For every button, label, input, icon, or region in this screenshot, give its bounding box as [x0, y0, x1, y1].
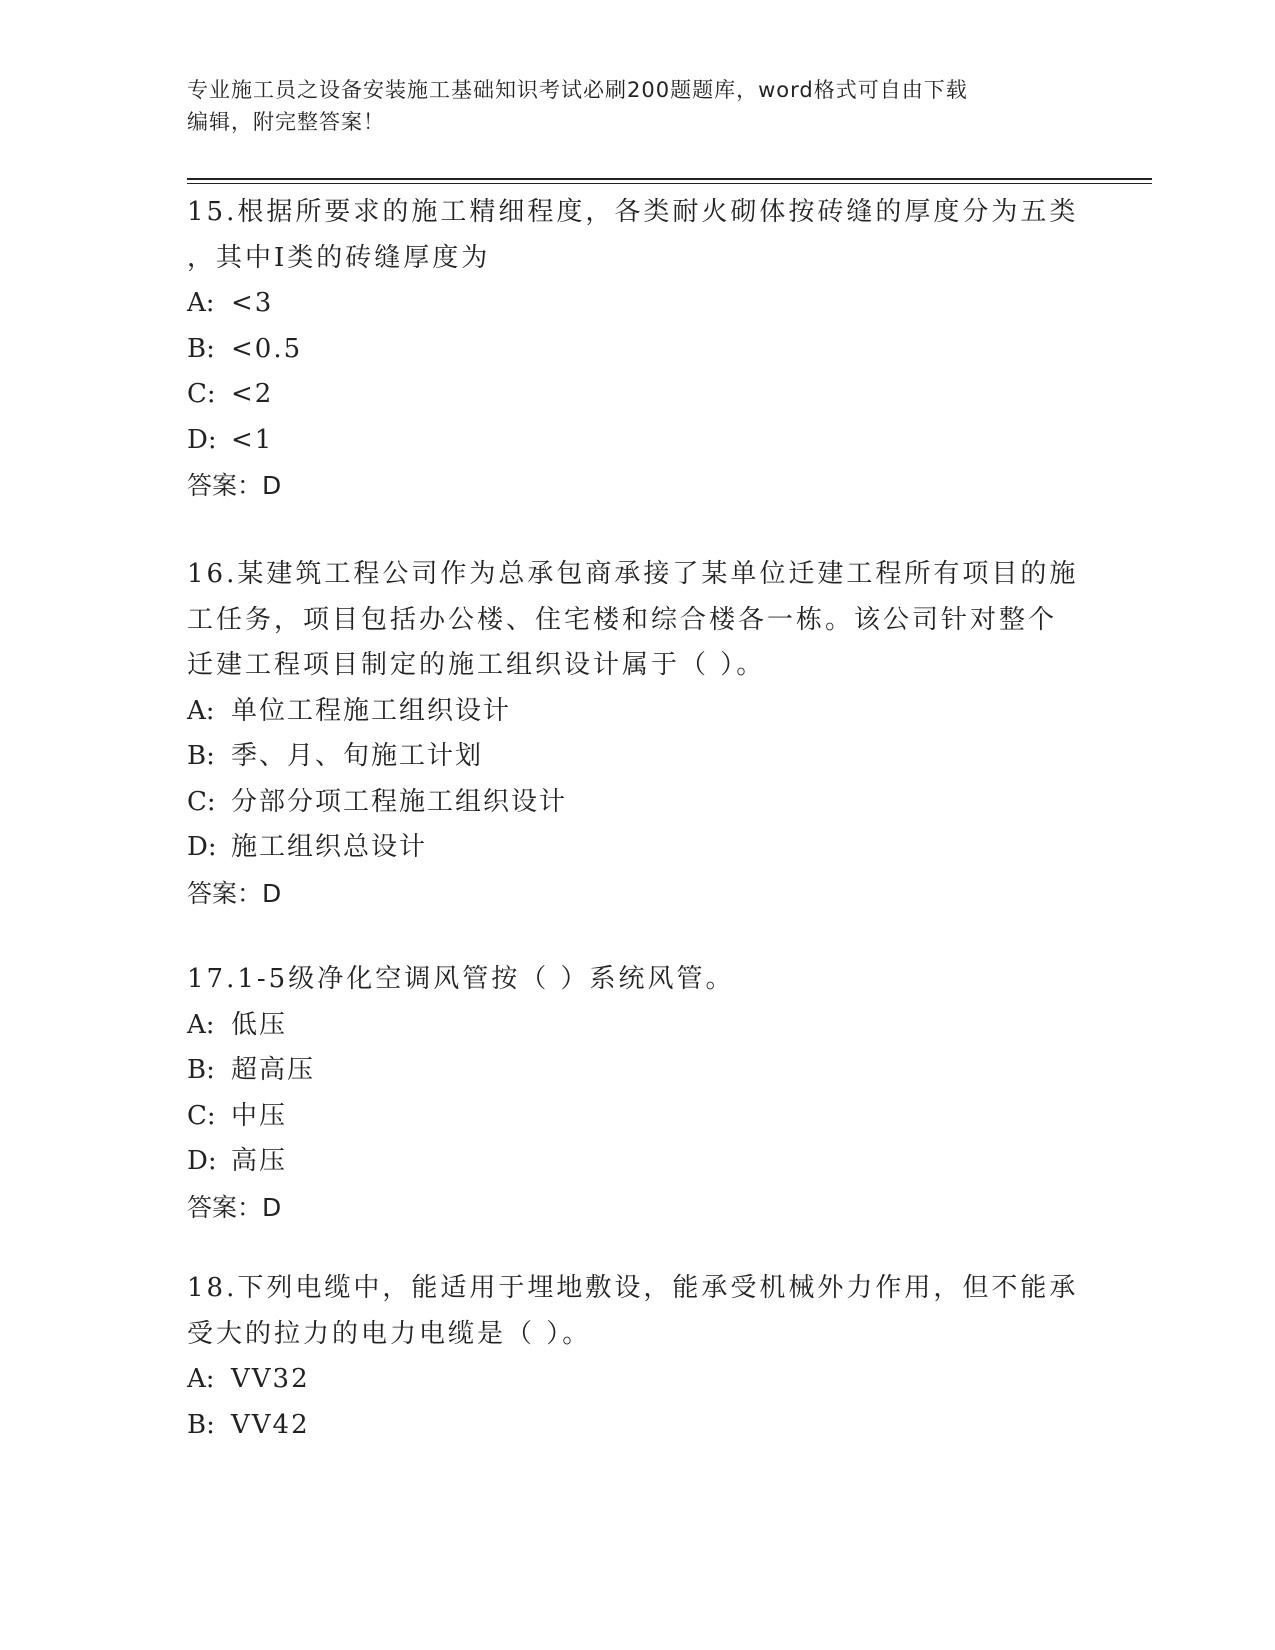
question-text-line: 17.1-5级净化空调风管按（ ）系统风管。 [187, 964, 735, 994]
question-text-line: ，其中Ⅰ类的砖缝厚度为 [187, 242, 491, 273]
option-letter: B: [187, 1055, 215, 1085]
option-a [187, 1003, 734, 1049]
question-text-line: 迁建工程项目制定的施工组织设计属于（ ）。 [187, 650, 766, 680]
option-text: <0.5 [231, 333, 303, 364]
option-text: VV42 [231, 1409, 310, 1440]
option-text: <1 [231, 424, 274, 455]
option-letter: A: [187, 1009, 215, 1040]
option-b [187, 1403, 1078, 1449]
option-letter: B: [187, 333, 215, 364]
option-text: 施工组织总设计 [231, 832, 428, 862]
option-letter: B: [187, 1409, 215, 1440]
option-letter: A: [187, 1364, 215, 1394]
option-letter: C: [187, 786, 216, 817]
answer-line: 答案：D [187, 1192, 282, 1222]
option-letter: D: [187, 424, 217, 455]
option-text: <3 [231, 288, 274, 318]
option-text: 低压 [231, 1009, 288, 1040]
option-a [187, 689, 1078, 735]
header-line-1: 专业施工员之设备安装施工基础知识考试必刷200题题库，word格式可自由下载 [187, 78, 968, 102]
option-text: 季、月、旬施工计划 [231, 741, 484, 771]
option-c [187, 1094, 734, 1140]
option-c [187, 372, 1078, 418]
question-text-line: 15.根据所要求的施工精细程度，各类耐火砌体按砖缝的厚度分为五类 [187, 197, 1079, 227]
option-letter: A: [187, 288, 215, 318]
option-d [187, 418, 1078, 464]
option-text: 分部分项工程施工组织设计 [231, 786, 568, 817]
answer-line: 答案：D [187, 471, 282, 500]
header-divider-thin [187, 183, 1152, 184]
option-letter: C: [187, 1100, 216, 1131]
option-letter: C: [187, 379, 216, 409]
question-text-line: 工任务，项目包括办公楼、住宅楼和综合楼各一栋。该公司针对整个 [187, 604, 1058, 635]
option-text: 中压 [231, 1100, 288, 1131]
question-text-line: 16.某建筑工程公司作为总承包商承接了某单位迁建工程所有项目的施 [187, 559, 1079, 589]
option-text: 高压 [231, 1146, 288, 1176]
question-text-line: 受大的拉力的电力电缆是（ ）。 [187, 1318, 592, 1349]
option-b [187, 734, 1078, 780]
option-b [187, 327, 1078, 373]
option-b [187, 1048, 734, 1094]
option-letter: D: [187, 832, 217, 862]
question-17 [187, 957, 734, 1230]
document-header [187, 74, 1067, 138]
option-text: <2 [231, 379, 274, 409]
question-18 [187, 1266, 1078, 1448]
option-text: 单位工程施工组织设计 [231, 695, 512, 726]
question-text-line: 18.下列电缆中，能适用于埋地敷设，能承受机械外力作用，但不能承 [187, 1273, 1079, 1303]
option-a [187, 1357, 1078, 1403]
header-divider-thick [187, 178, 1152, 180]
option-a [187, 281, 1078, 327]
answer-line: 答案：D [187, 878, 282, 908]
option-letter: D: [187, 1146, 217, 1176]
question-15 [187, 190, 1078, 509]
option-c [187, 780, 1078, 826]
option-d [187, 1139, 734, 1185]
option-letter: B: [187, 741, 215, 771]
header-line-2: 编辑，附完整答案！ [187, 110, 385, 134]
question-16 [187, 552, 1078, 916]
option-text: VV32 [231, 1364, 310, 1394]
option-d [187, 825, 1078, 871]
option-text: 超高压 [231, 1055, 316, 1085]
option-letter: A: [187, 695, 215, 726]
